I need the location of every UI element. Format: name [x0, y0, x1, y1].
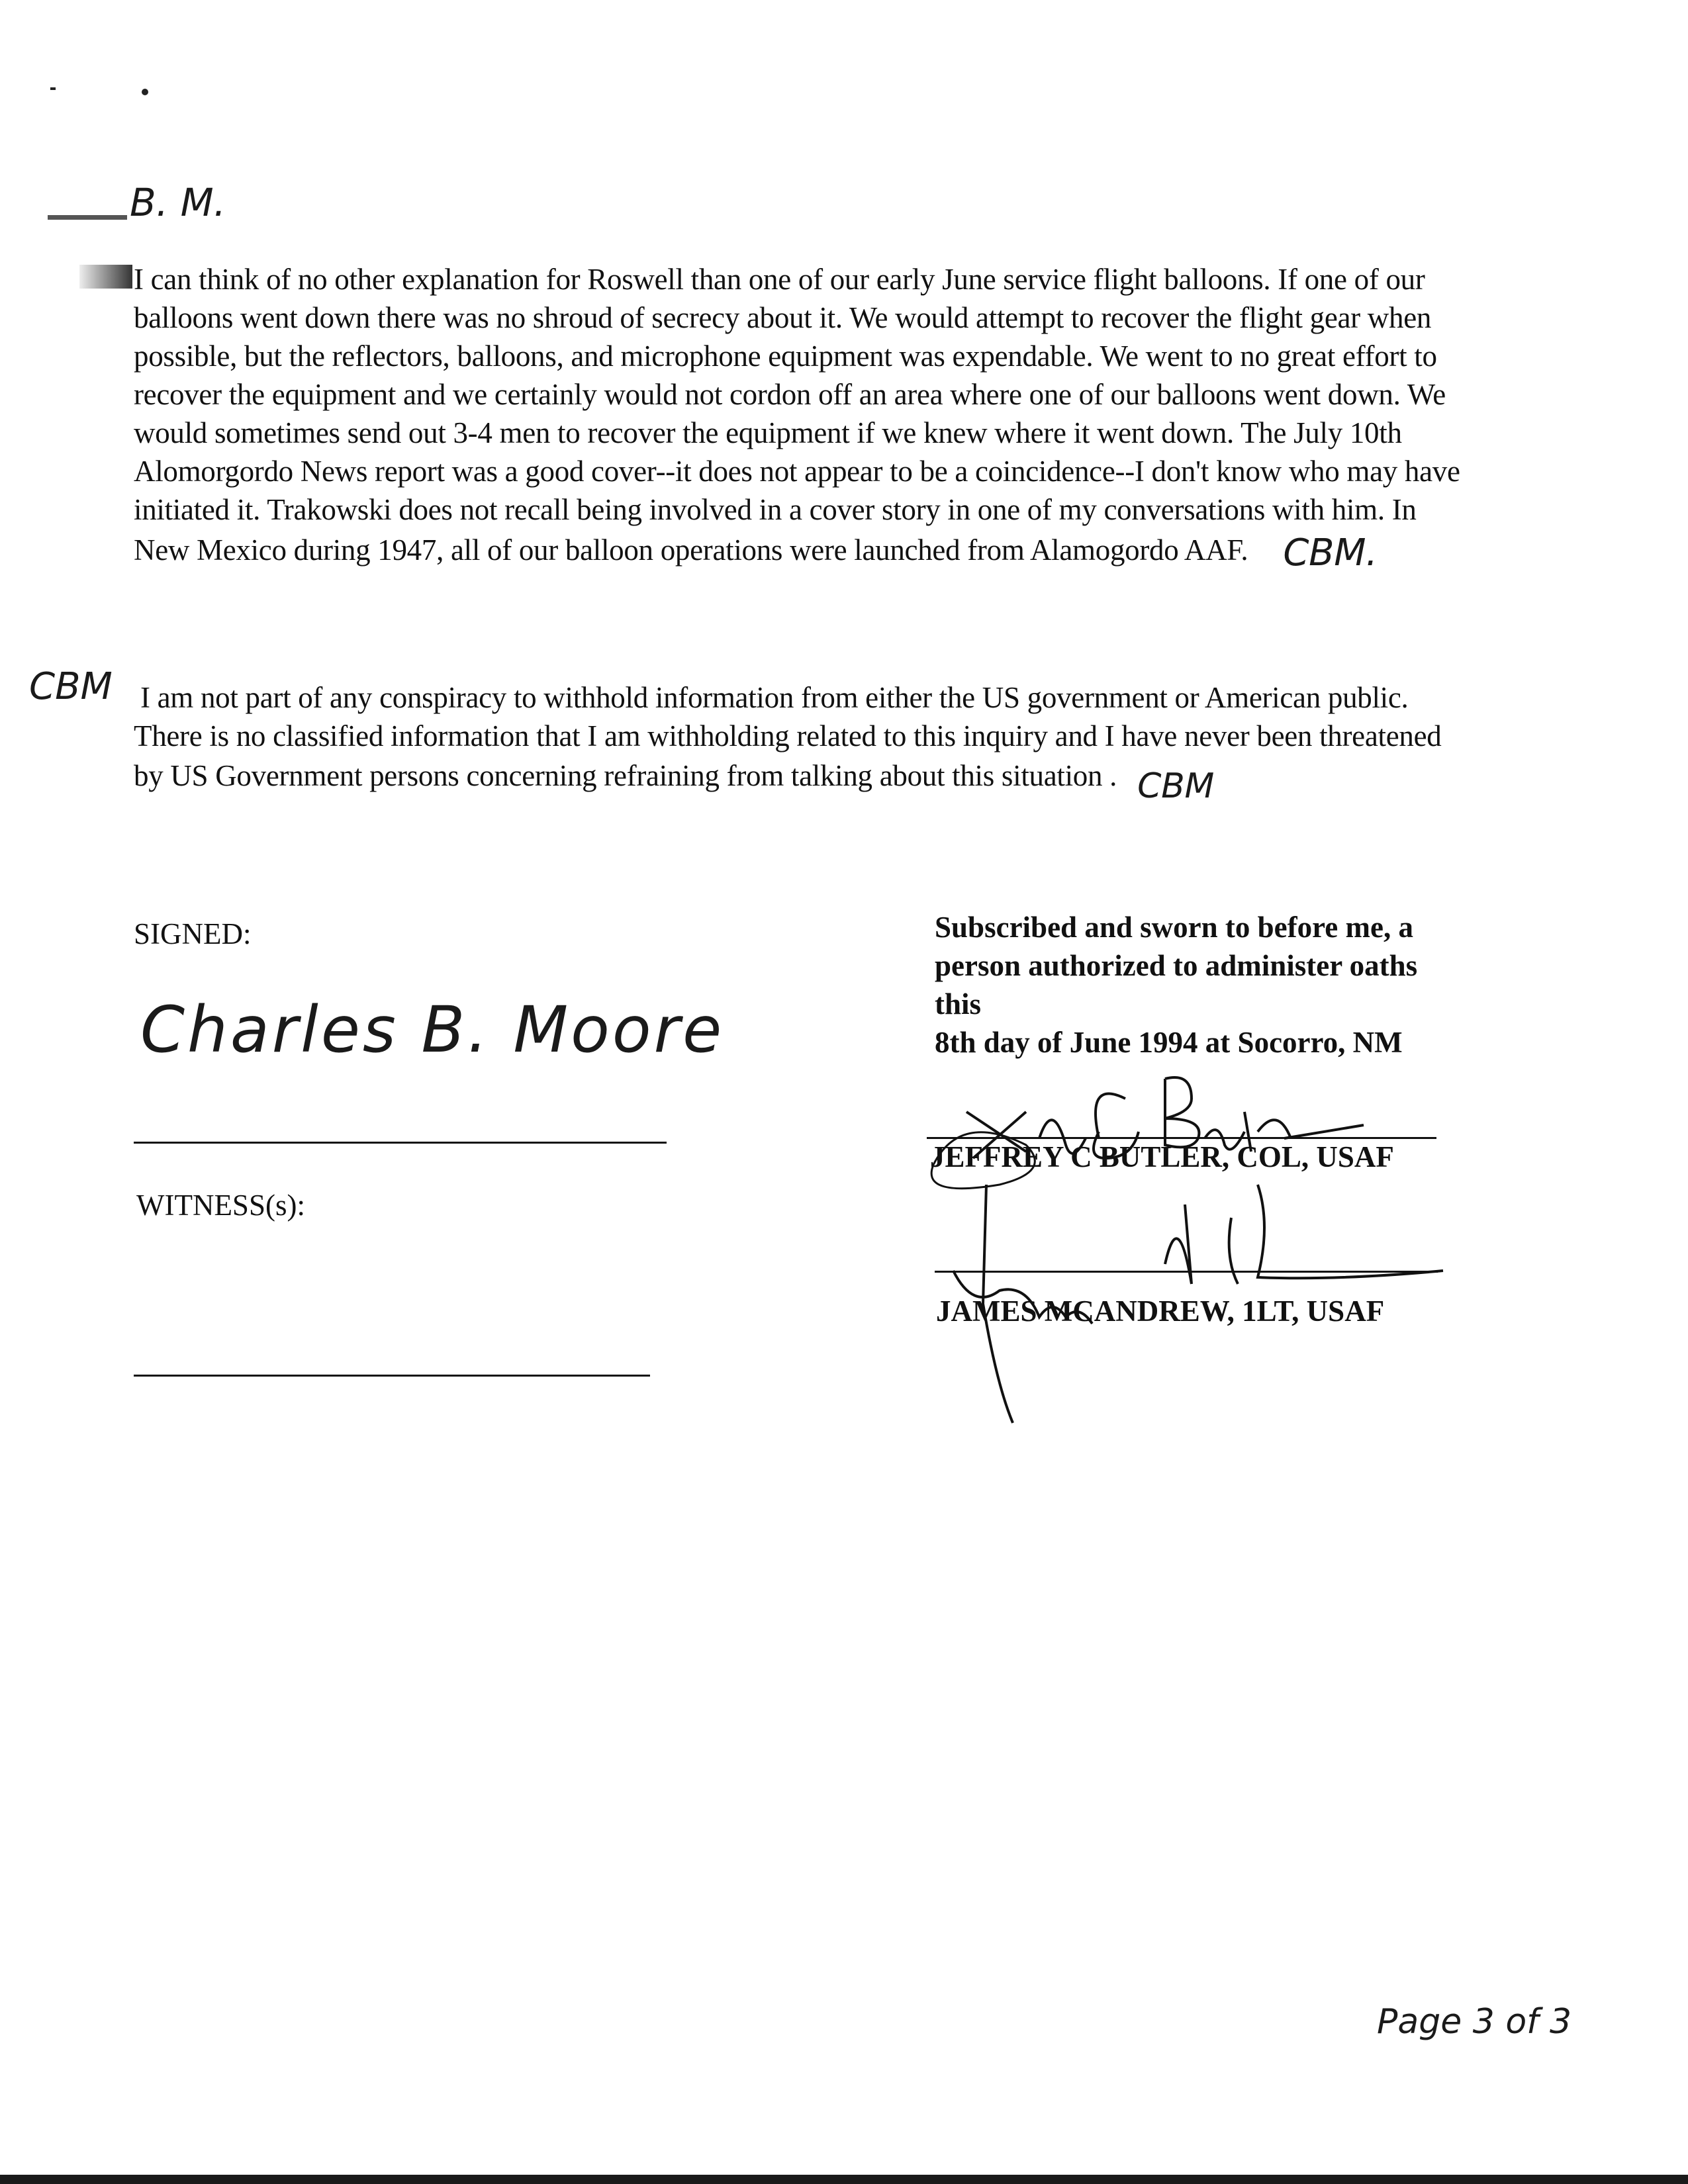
- signed-label: SIGNED:: [134, 917, 252, 950]
- handwritten-initials-p2: CBM: [1137, 766, 1215, 806]
- witness-label: WITNESS(s):: [136, 1189, 305, 1222]
- scan-bar: [48, 215, 127, 220]
- scan-bar: [79, 265, 132, 289]
- paragraph-1-text: I can think of no other explanation for Roswell than one of our early June service flight balloons. If one of our balloons went down there was no shroud of secrecy about it. We would attempt to recover the flight gear when possible, but the reflectors, balloons, and microphone equipment was expendable. We went to no great effort to recover the equipment and we certainly would not cordon off an area where one of our balloons went down. We would sometimes send out 3-4 men to recover the equipment if we knew where it went down. The July 10th Alomorgordo News report was a good cover--it does not appear to be a coincidence--I don't know who may have initiated it. Trakowski does not recall being involved in a cover story in one of my conversations with him. In New Mexico during 1947, all of our balloon operations were launched from Alamogordo AAF.: [134, 263, 1460, 567]
- signature-moore: Charles B. Moore: [140, 993, 725, 1067]
- notary-line-4: 8th day of June 1994 at Socorro, NM: [935, 1026, 1403, 1059]
- notary-line-3: this: [935, 987, 982, 1021]
- paragraph-2: [134, 678, 1471, 806]
- handwritten-initials-margin: CBM: [29, 665, 113, 708]
- officer-1-name: JEFFREY C BUTLER, COL, USAF: [930, 1140, 1394, 1173]
- mcandrew-line: [935, 1271, 1438, 1273]
- witness-line: [134, 1375, 650, 1377]
- paragraph-1: [134, 260, 1471, 574]
- notary-line-2: person authorized to administer oaths: [935, 949, 1418, 982]
- paragraph-2-text: I am not part of any conspiracy to withhold information from either the US government or American public. There is no classified information that I am withholding related to this inquiry and I have never been threatened by US Government persons concerning refraining from talking about this situation .: [134, 681, 1442, 792]
- officer-2-name: JAMES MCANDREW, 1LT, USAF: [936, 1295, 1385, 1328]
- page-number: Page 3 of 3: [1377, 2002, 1572, 2042]
- signature-mcandrew: [947, 1178, 1450, 1403]
- scan-bottom-edge: [0, 2175, 1688, 2184]
- scan-speck: [142, 89, 148, 95]
- handwritten-initials-top: B. M.: [130, 180, 226, 225]
- handwritten-initials-p1: CBM.: [1283, 531, 1378, 574]
- notary-line-1: Subscribed and sworn to before me, a: [935, 911, 1413, 944]
- signature-line: [134, 1142, 667, 1144]
- scan-speck: [50, 87, 56, 90]
- notary-block: [935, 908, 1464, 1062]
- butler-line: [927, 1137, 1436, 1139]
